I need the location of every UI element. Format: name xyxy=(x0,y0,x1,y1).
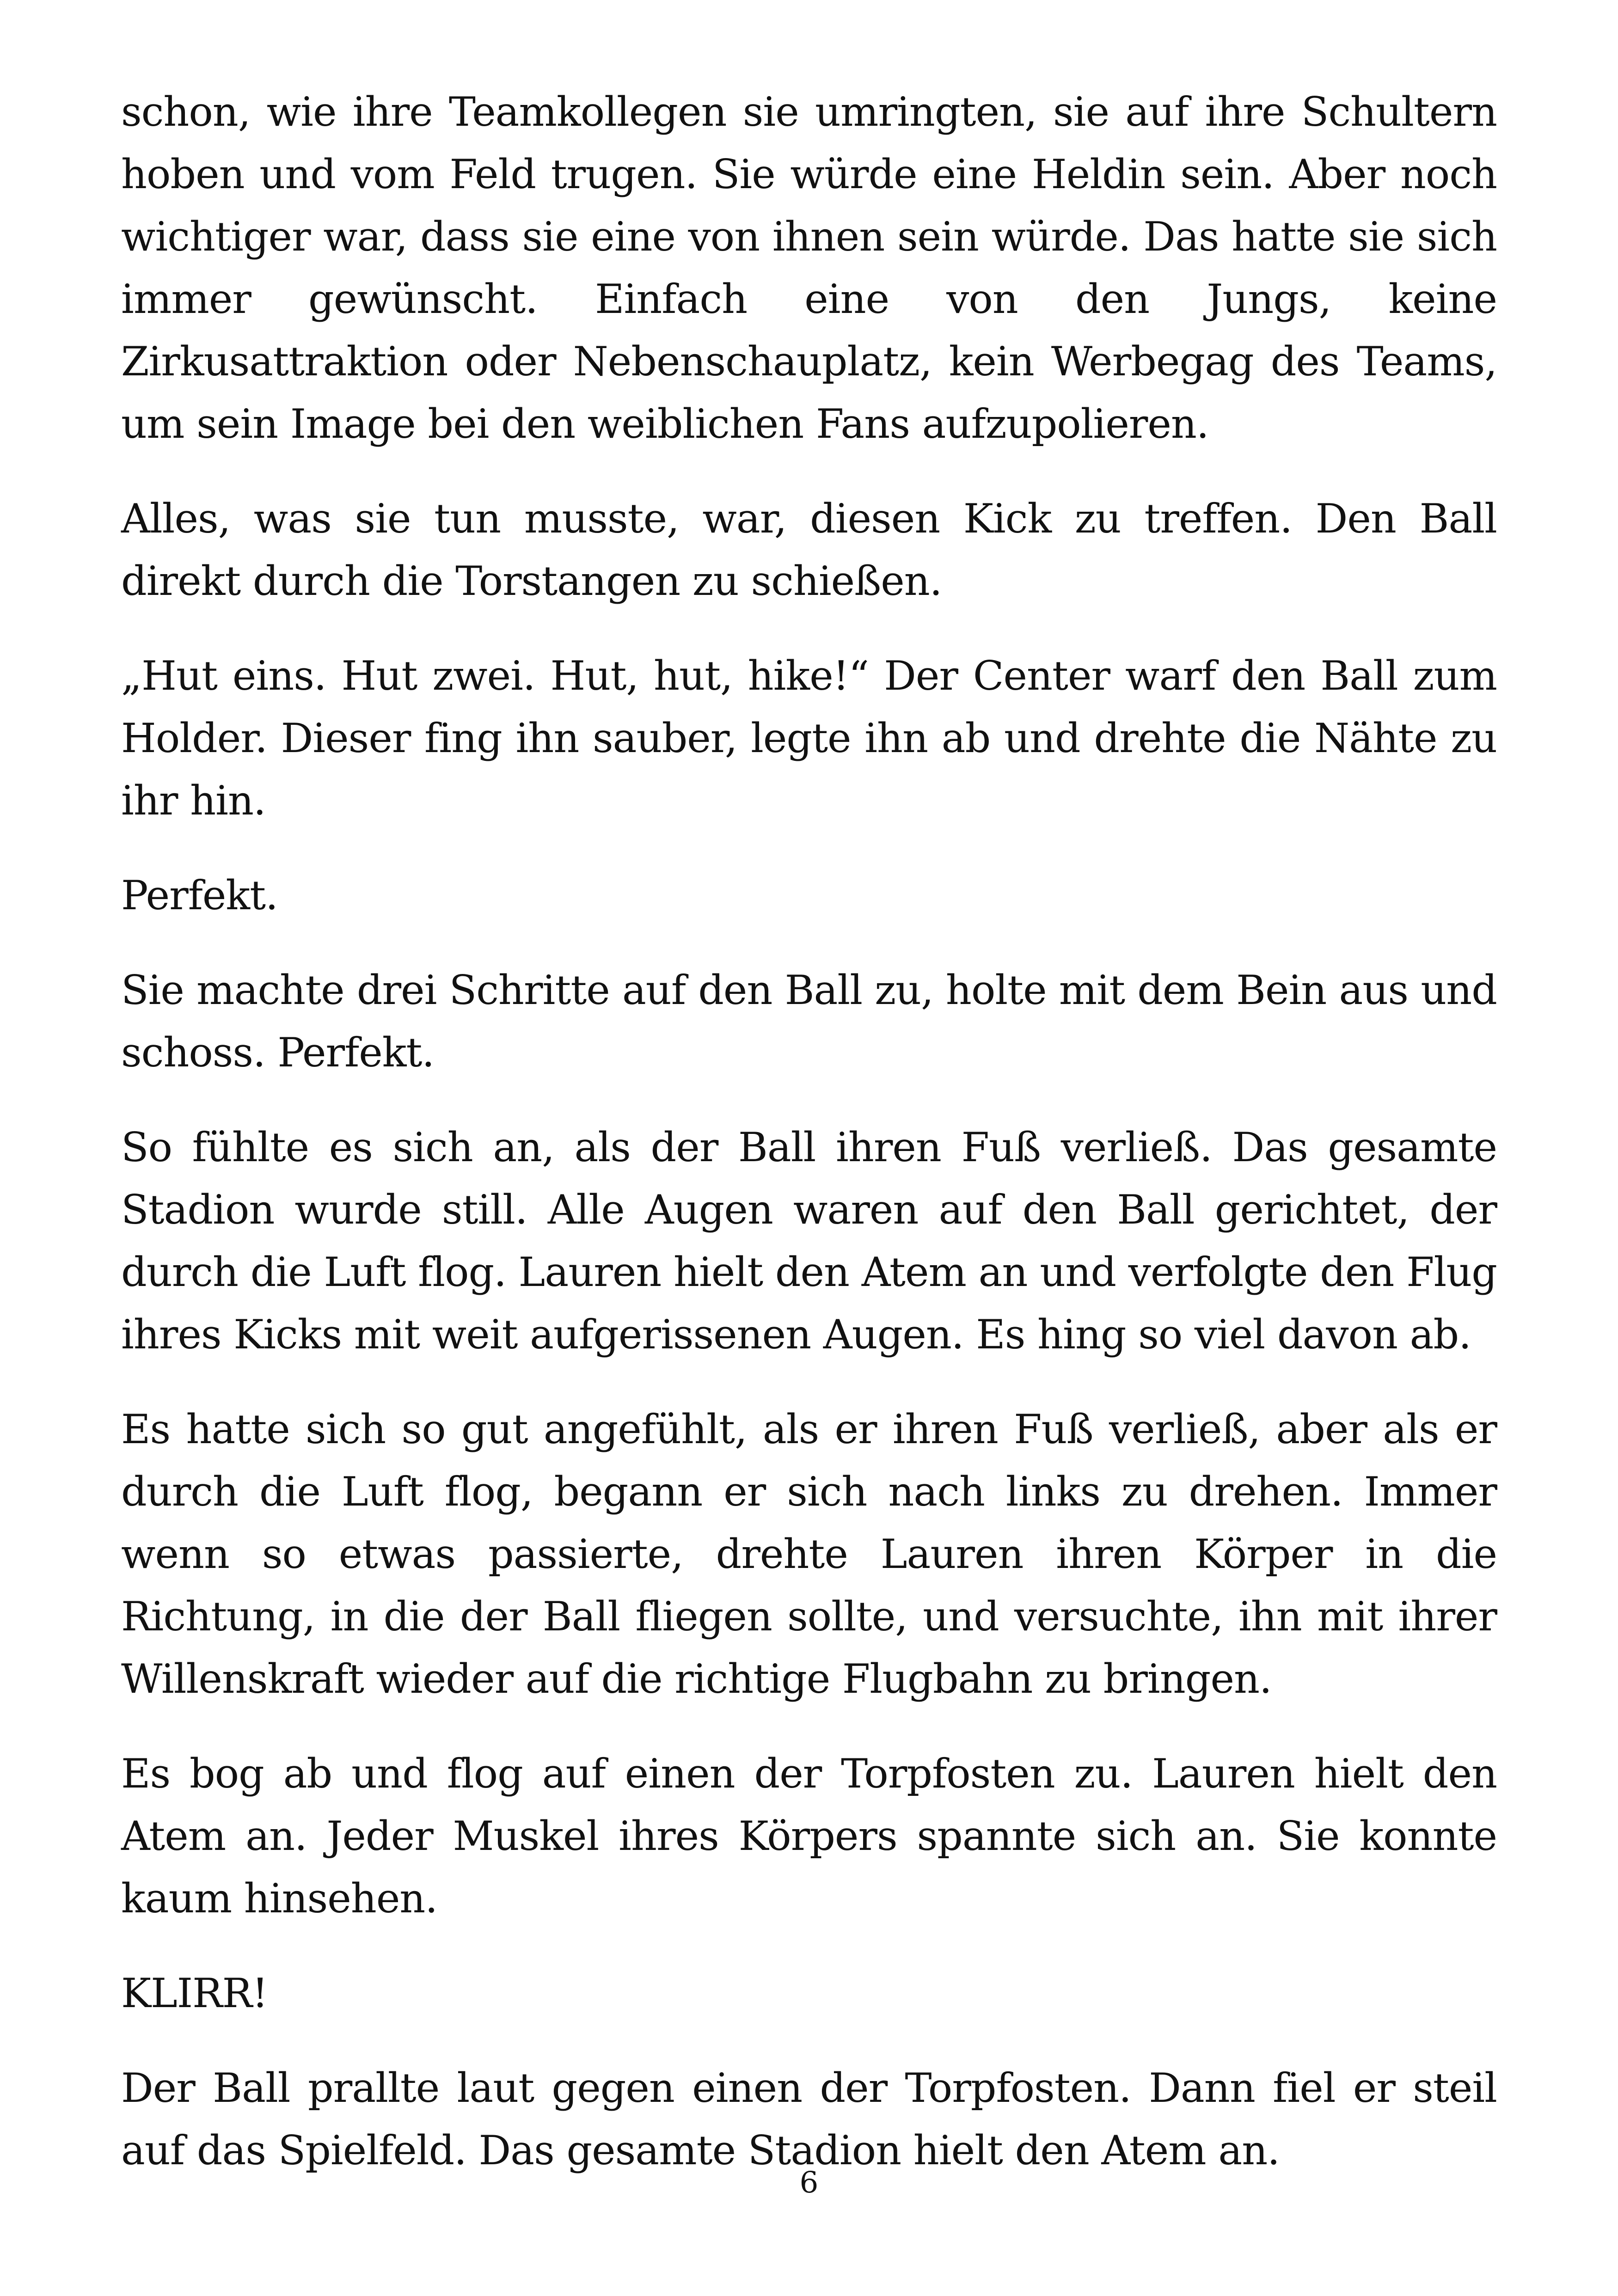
paragraph-3: „Hut eins. Hut zwei. Hut, hut, hike!“ Der Center warf den Ball zum Holder. Dieser fing ihn sauber, legte ihn ab und drehte die Nähte zu ihr hin. xyxy=(121,652,1497,824)
body-text xyxy=(121,81,1497,2214)
paragraph-10: Der Ball prallte laut gegen einen der Torpfosten. Dann fiel er steil auf das Spielfeld. Das gesamte Stadion hielt den Atem an. xyxy=(121,2064,1497,2174)
page-number: 6 xyxy=(799,2166,819,2200)
paragraph-7: Es hatte sich so gut angefühlt, als er ihren Fuß verließ, aber als er durch die Luft flog, begann er sich nach links zu drehen. Immer wenn so etwas passierte, drehte Lauren ihren Körper in die Richtung, in die der Ball fliegen sollte, und versuchte, ihn mit ihrer Willenskraft wieder auf die richtige Flugbahn zu bringen. xyxy=(121,1406,1497,1702)
paragraph-9: KLIRR! xyxy=(121,1970,268,2017)
paragraph-4: Perfekt. xyxy=(121,872,278,919)
paragraph-6: So fühlte es sich an, als der Ball ihren Fuß verließ. Das gesamte Stadion wurde still. Alle Augen waren auf den Ball gerichtet, der durch die Luft flog. Lauren hielt den Atem an und verfolgte den Flug ihres Kicks mit weit aufgerissenen Augen. Es hing so viel davon ab. xyxy=(121,1124,1497,1358)
paragraph-8: Es bog ab und flog auf einen der Torpfosten zu. Lauren hielt den Atem an. Jeder Muskel ihres Körpers spannte sich an. Sie konnte kaum hinsehen. xyxy=(121,1750,1497,1922)
paragraph-2: Alles, was sie tun musste, war, diesen Kick zu treffen. Den Ball direkt durch die Torstangen zu schießen. xyxy=(121,495,1497,605)
paragraph-5: Sie machte drei Schritte auf den Ball zu, holte mit dem Bein aus und schoss. Perfekt. xyxy=(121,967,1497,1076)
paragraph-1: schon, wie ihre Teamkollegen sie umringten, sie auf ihre Schultern hoben und vom Feld trugen. Sie würde eine Heldin sein. Aber noch wichtiger war, dass sie eine von ihnen sein würde. Das hatte sie sich immer gewünscht. Einfach eine von den Jungs, keine Zirkusattraktion oder Nebenschauplatz, kein Werbegag des Teams, um sein Image bei den weiblichen Fans aufzupolieren. xyxy=(121,88,1497,447)
